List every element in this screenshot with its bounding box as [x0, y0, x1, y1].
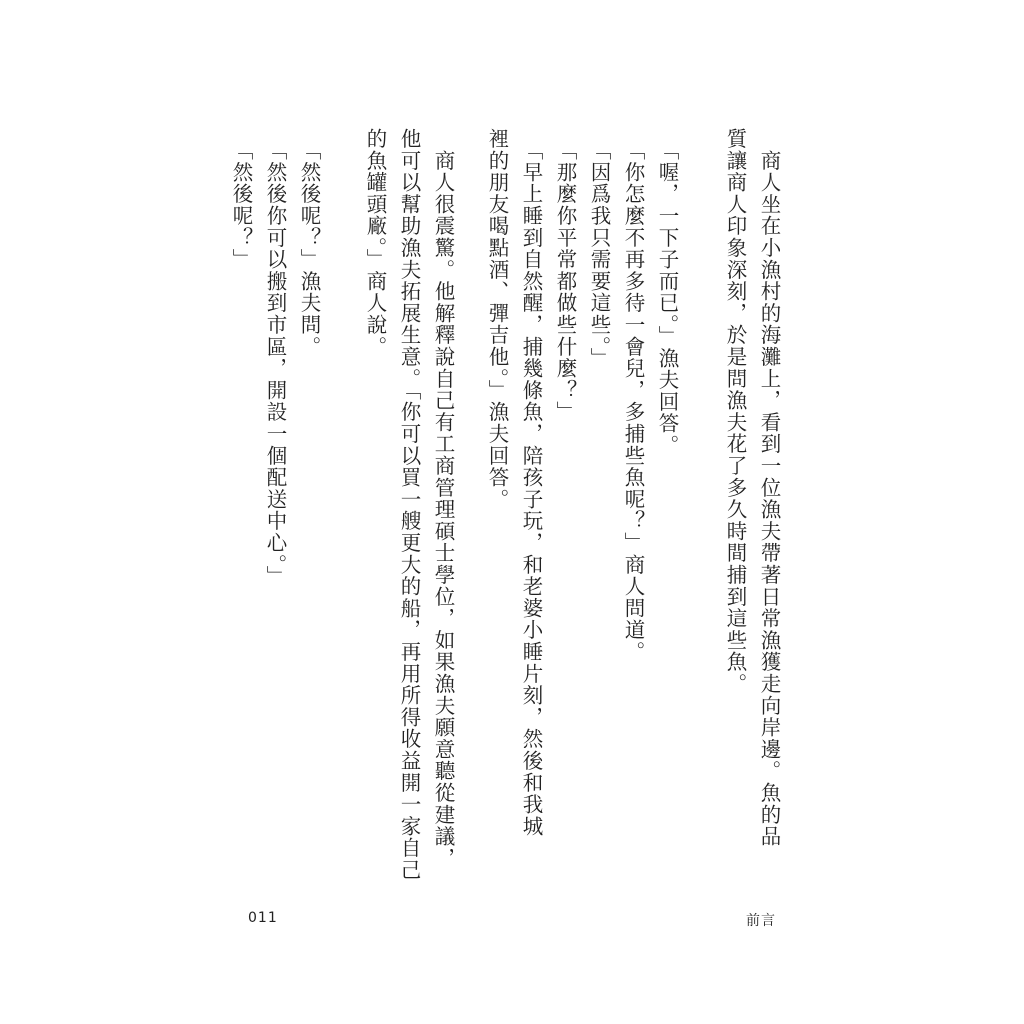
page-number: 011	[248, 910, 278, 926]
text-column: 的魚罐頭廠。」商人說。	[363, 128, 387, 358]
text-column: 「然後呢？」	[229, 128, 253, 271]
text-column: 商人很震驚。他解釋說自己有工商管理碩士學位，如果漁夫願意聽從建議，	[431, 128, 455, 870]
text-column: 裡的朋友喝點酒、彈吉他。」漁夫回答。	[485, 128, 509, 511]
text-column: 「早上睡到自然醒，捕幾條魚，陪孩子玩，和老婆小睡片刻，然後和我城	[519, 128, 543, 838]
section-title: 前言	[746, 913, 776, 929]
text-column: 「然後你可以搬到市區，開設一個配送中心。」	[263, 128, 287, 588]
text-column: 商人坐在小漁村的海灘上，看到一位漁夫帶著日常漁獲走向岸邊。魚的品	[757, 128, 781, 848]
text-column: 質讓商人印象深刻，於是問漁夫花了多久時間捕到這些魚。	[723, 128, 747, 695]
text-column: 「然後呢？」漁夫問。	[297, 128, 321, 358]
text-column: 「你怎麼不再多待一會兒，多捕些魚呢？」商人問道。	[621, 128, 645, 663]
text-column: 「那麼你平常都做些什麼？」	[553, 128, 577, 423]
text-column: 「喔，一下子而已。」漁夫回答。	[655, 128, 679, 457]
text-column: 他可以幫助漁夫拓展生意。「你可以買一艘更大的船，再用所得收益開一家自己	[397, 128, 421, 881]
text-column: 「因爲我只需要這些。」	[587, 128, 611, 370]
